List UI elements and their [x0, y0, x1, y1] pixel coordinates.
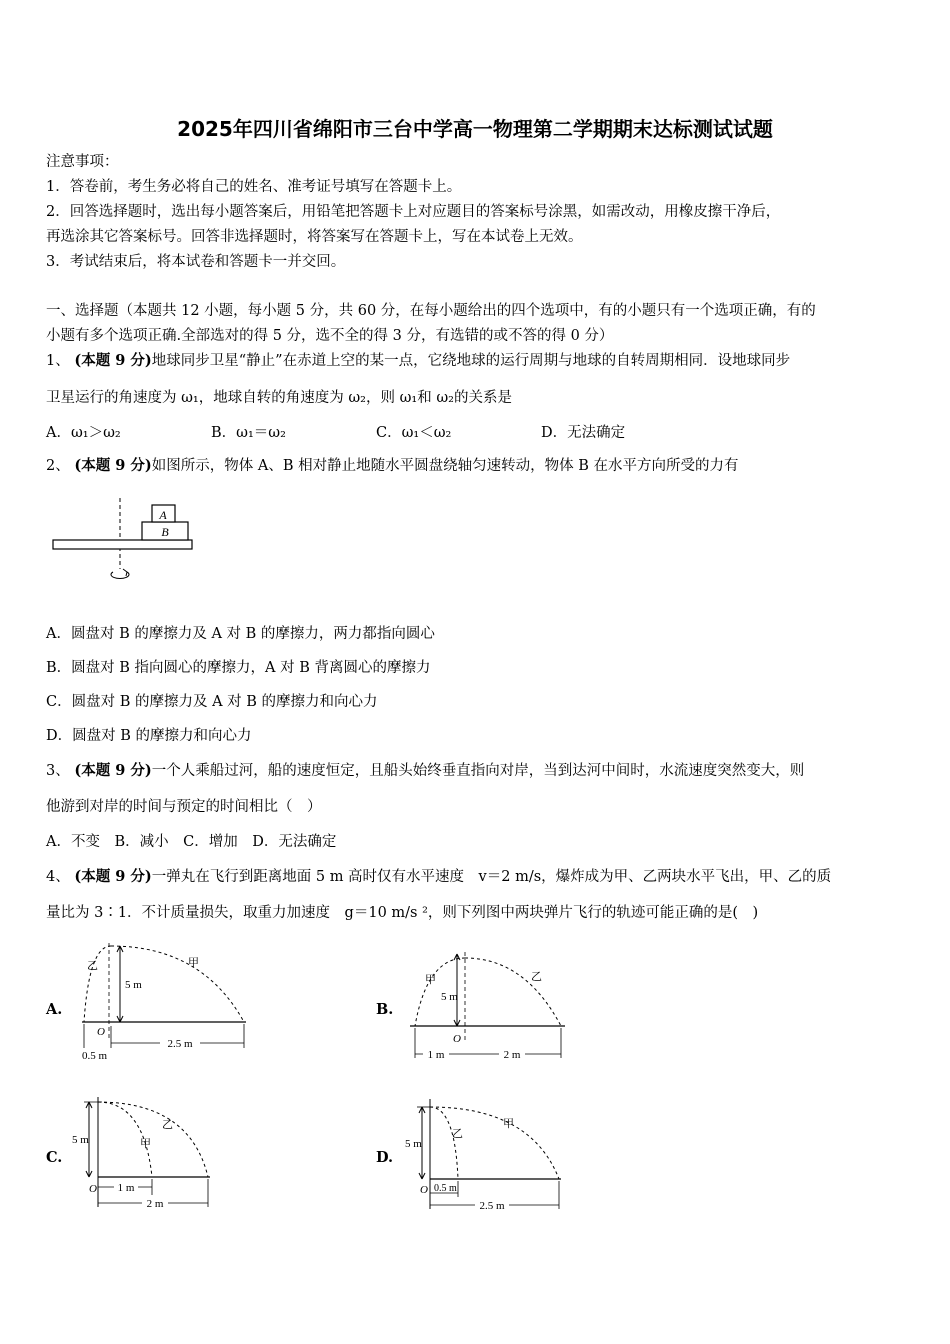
distance-label-1: 1 m — [117, 1182, 135, 1194]
question-2-option-c: C．圆盘对 B 的摩擦力及 A 对 B 的摩擦力和向心力 — [46, 694, 378, 710]
origin-label: O — [97, 1026, 105, 1038]
question-1-option-d: D．无法确定 — [541, 425, 626, 441]
question-1-option-b: B．ω₁＝ω₂ — [211, 425, 286, 441]
height-label: 5 m — [405, 1138, 422, 1150]
label-yi: 乙 — [87, 960, 98, 972]
question-tag: (本题 9 分) — [74, 352, 152, 369]
trajectory-yi — [430, 1107, 458, 1179]
notice-item: 再选涂其它答案标号。回答非选择题时，将答案写在答题卡上，写在本试卷上无效。 — [46, 229, 583, 245]
question-1-option-c: C．ω₁＜ω₂ — [376, 425, 452, 441]
question-text: 如图所示，物体 A、B 相对静止地随水平圆盘绕轴匀速转动，物体 B 在水平方向所受的力有 — [151, 458, 739, 474]
question-text: 一个人乘船过河，船的速度恒定，且船头始终垂直指向对岸，当到达河中间时，水流速度突然变大，则 — [151, 763, 805, 779]
distance-label-2: 2 m — [146, 1198, 164, 1210]
figure-a-label: A. — [46, 1001, 63, 1018]
label-block-a: A — [159, 508, 167, 522]
notice-item: 2．回答选择题时，选出每小题答案后，用铅笔把答题卡上对应题目的答案标号涂黑，如需改动，用橡皮擦干净后， — [46, 204, 781, 220]
notice-item: 3．考试结束后，将本试卷和答题卡一并交回。 — [46, 254, 346, 270]
trajectory-figure-d — [403, 1097, 573, 1217]
question-number: 3、 — [46, 763, 70, 779]
question-text: 地球同步卫星“静止”在赤道上空的某一点，它绕地球的运行周期与地球的自转周期相同．设地球同步 — [151, 353, 791, 369]
figure-c-label: C. — [46, 1149, 63, 1166]
origin-label: O — [453, 1033, 461, 1045]
question-2-option-a: A．圆盘对 B 的摩擦力及 A 对 B 的摩擦力，两力都指向圆心 — [46, 626, 435, 642]
origin-label: O — [420, 1184, 428, 1196]
question-tag: (本题 9 分) — [74, 868, 152, 885]
question-1-option-a: A．ω₁＞ω₂ — [46, 425, 121, 441]
label-yi: 乙 — [162, 1119, 173, 1131]
label-jia: 甲 — [503, 1118, 514, 1130]
distance-label-1: 1 m — [427, 1049, 445, 1061]
trajectory-figure-a — [80, 938, 260, 1063]
trajectory-figure-b — [405, 950, 575, 1065]
origin-label: O — [89, 1183, 97, 1195]
height-label: 5 m — [72, 1134, 89, 1146]
section-instructions: 小题有多个选项正确.全部选对的得 5 分，选不全的得 3 分，有选错的或不答的得 0 分） — [46, 328, 614, 344]
label-yi: 乙 — [531, 971, 542, 983]
page-title: 2025年四川省绵阳市三台中学高一物理第二学期期末达标测试试题 — [177, 117, 773, 141]
notice-item: 1．答卷前，考生务必将自己的姓名、准考证号填写在答题卡上。 — [46, 179, 462, 195]
label-jia: 甲 — [188, 957, 199, 969]
label-jia: 甲 — [425, 974, 436, 986]
distance-label-2: 2.5 m — [479, 1200, 505, 1212]
question-2-option-d: D．圆盘对 B 的摩擦力和向心力 — [46, 728, 252, 744]
question-number: 1、 — [46, 353, 70, 369]
height-label: 5 m — [125, 979, 142, 991]
label-jia: 甲 — [140, 1138, 151, 1150]
trajectory-figure-c — [72, 1095, 222, 1215]
question-3-options: A．不变 B．减小 C．增加 D．无法确定 — [46, 834, 337, 850]
turntable-figure — [50, 495, 200, 590]
question-number: 2、 — [46, 458, 70, 474]
distance-label-1: 0.5 m — [434, 1183, 457, 1194]
distance-label-2: 2.5 m — [167, 1038, 193, 1050]
question-4-text: 量比为 3∶1．不计质量损失，取重力加速度 g＝10 m/s ²，则下列图中两块弹片飞行的轨迹可能正确的是( ) — [46, 905, 759, 921]
question-2-stem — [46, 456, 738, 476]
question-3-stem — [46, 761, 804, 781]
label-block-b: B — [161, 525, 169, 539]
question-text: 一弹丸在飞行到距离地面 5 m 高时仅有水平速度 v＝2 m/s，爆炸成为甲、乙两块水平飞出，甲、乙的质 — [151, 869, 832, 885]
section-instructions: 一、选择题（本题共 12 小题，每小题 5 分，共 60 分，在每小题给出的四个选项中，有的小题只有一个选项正确，有的 — [46, 303, 816, 319]
question-1-text: 卫星运行的角速度为 ω₁，地球自转的角速度为 ω₂，则 ω₁和 ω₂的关系是 — [46, 390, 512, 406]
question-1-stem — [46, 351, 790, 371]
height-label: 5 m — [441, 991, 458, 1003]
trajectory-yi — [98, 1102, 208, 1177]
question-4-stem — [46, 867, 831, 887]
question-3-text: 他游到对岸的时间与预定的时间相比（ ） — [46, 799, 322, 815]
trajectory-yi — [465, 958, 561, 1026]
question-tag: (本题 9 分) — [74, 457, 152, 474]
notice-heading: 注意事项： — [46, 154, 119, 170]
trajectory-jia — [430, 1107, 559, 1179]
distance-label-2: 2 m — [503, 1049, 521, 1061]
question-tag: (本题 9 分) — [74, 762, 152, 779]
figure-d-label: D. — [376, 1149, 394, 1166]
label-yi: 乙 — [452, 1128, 463, 1140]
question-number: 4、 — [46, 869, 70, 885]
question-2-option-b: B．圆盘对 B 指向圆心的摩擦力，A 对 B 背离圆心的摩擦力 — [46, 660, 431, 676]
figure-b-label: B. — [376, 1001, 394, 1018]
trajectory-yi — [84, 946, 111, 1022]
distance-label-1: 0.5 m — [82, 1050, 108, 1062]
